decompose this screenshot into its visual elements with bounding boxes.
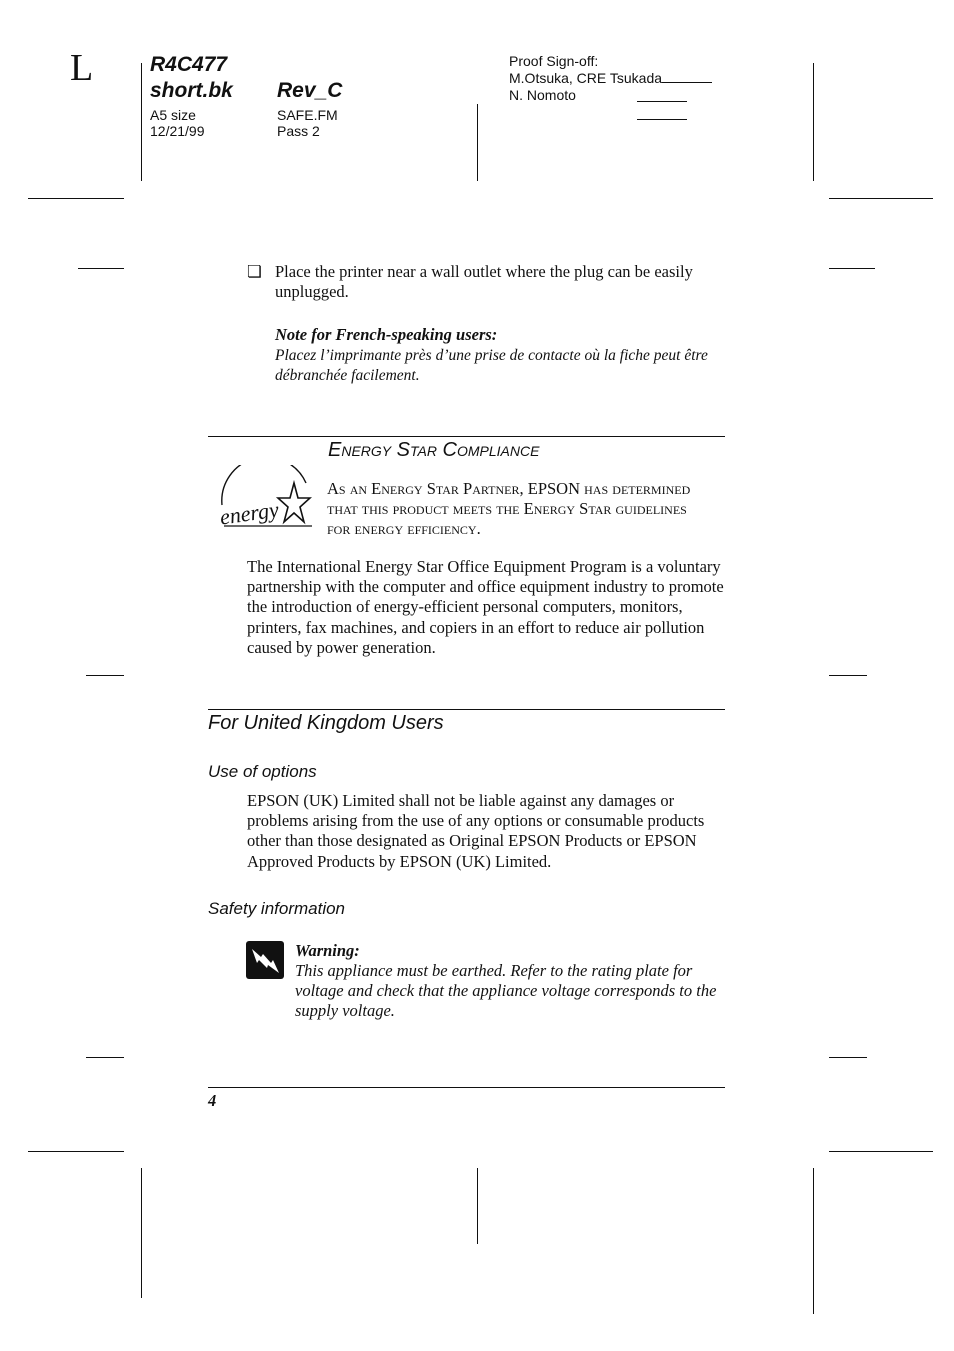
signature-blank (637, 119, 687, 120)
revision: Rev_C (277, 79, 343, 102)
crop-mark (829, 198, 933, 199)
energy-partner-text: As an Energy Star Partner, EPSON has determined that this product meets the Energy Star guidelines for energy efficiency. (327, 479, 691, 539)
crop-mark (141, 63, 142, 181)
date: 12/21/99 (150, 123, 205, 139)
project-code: R4C477 (150, 53, 228, 76)
proof-line-2: N. Nomoto (509, 87, 576, 103)
corner-letter: L (70, 47, 94, 89)
energy-star-logo-icon (214, 465, 312, 531)
signature-blank (662, 70, 712, 83)
crop-mark (86, 1057, 124, 1058)
crop-mark (28, 1151, 124, 1152)
energy-program-paragraph: The International Energy Star Office Equipment Program is a voluntary partnership with the computer and office equipment industry to promote the introduction of energy-efficient personal computers, monitors, printers, fax machines, and copiers in an effort to reduce air pollution caused by power generation. (247, 557, 724, 657)
warning-lightning-icon (246, 941, 284, 979)
french-note-title: Note for French-speaking users: (275, 325, 498, 344)
crop-mark (829, 268, 875, 269)
energy-program-text (247, 557, 725, 658)
pass: Pass 2 (277, 123, 320, 139)
crop-mark (829, 1151, 933, 1152)
paper-size: A5 size (150, 107, 196, 123)
bullet-text: Place the printer near a wall outlet where the plug can be easily unplugged. (275, 262, 693, 302)
crop-mark (141, 1168, 142, 1298)
crop-mark (477, 104, 478, 181)
crop-mark (78, 268, 124, 269)
energy-logo-lettering: energy (218, 496, 281, 530)
crop-mark (813, 63, 814, 181)
warning-text: This appliance must be earthed. Refer to the rating plate for voltage and check that the appliance voltage corresponds to the supply voltage. (295, 961, 717, 1021)
signature-blank (637, 101, 687, 102)
safety-heading: Safety information (208, 899, 346, 918)
crop-mark (477, 1168, 478, 1244)
book-file: short.bk (150, 79, 233, 102)
frame-file: SAFE.FM (277, 107, 338, 123)
crop-mark (86, 675, 124, 676)
crop-mark (813, 1168, 814, 1314)
warning-title: Warning: (295, 941, 360, 960)
proof-title: Proof Sign-off: (509, 53, 599, 69)
uk-heading: For United Kingdom Users (208, 712, 444, 734)
proof-name-1: M.Otsuka, CRE Tsukada (509, 70, 663, 86)
crop-mark (28, 198, 124, 199)
page-number: 4 (208, 1091, 217, 1110)
crop-mark (829, 1057, 867, 1058)
proof-line-1 (509, 70, 712, 87)
french-note-text: Placez l’imprimante près d’une prise de contacte où la fiche peut être débranchée facilement. (275, 347, 708, 385)
footer-rule (208, 1087, 725, 1088)
crop-mark (829, 675, 867, 676)
energy-star-heading: Energy Star Compliance (328, 439, 540, 461)
checkbox-bullet-icon: ❏ (247, 262, 262, 281)
options-heading: Use of options (208, 762, 317, 781)
options-text: EPSON (UK) Limited shall not be liable against any damages or problems arising from the use of any options or consumable products other than those designated as Original EPSON Products or EPSON Approved Products by EPSON (UK) Limited. (247, 791, 705, 871)
